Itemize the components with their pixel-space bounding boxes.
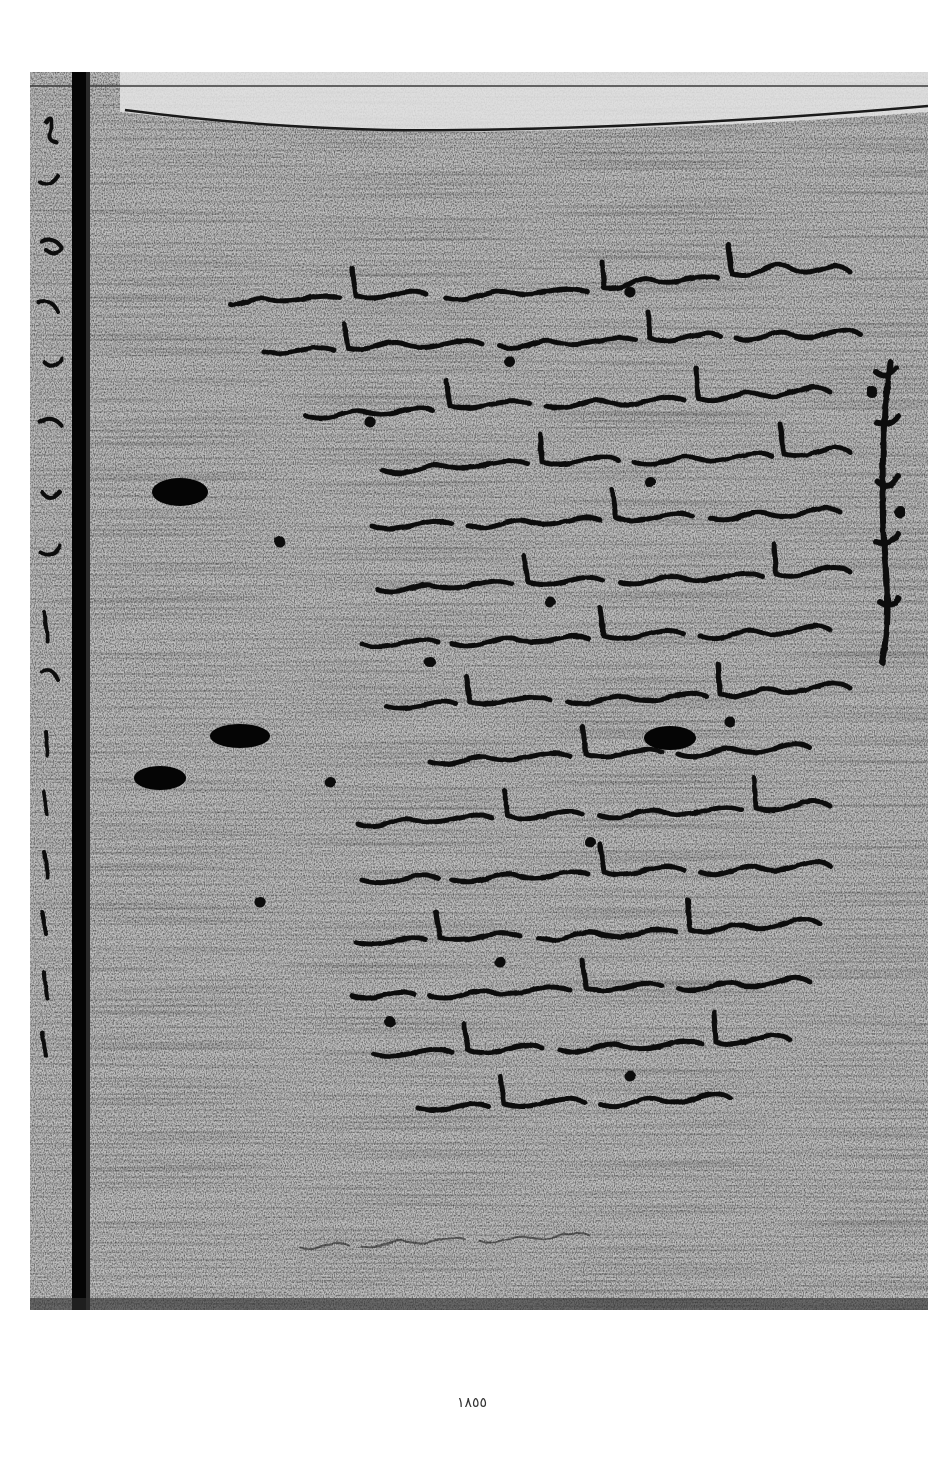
manuscript-drawing	[30, 72, 928, 1310]
ink-blot	[152, 478, 208, 506]
binding-edge	[86, 72, 90, 1310]
binding-shadow	[72, 72, 86, 1310]
ink-blot	[134, 766, 186, 790]
ink-blot	[644, 726, 696, 750]
ink-blot	[210, 724, 270, 748]
bottom-edge	[30, 1298, 928, 1310]
manuscript-image	[30, 72, 928, 1310]
page-number: ١٨٥٥	[456, 1395, 488, 1411]
